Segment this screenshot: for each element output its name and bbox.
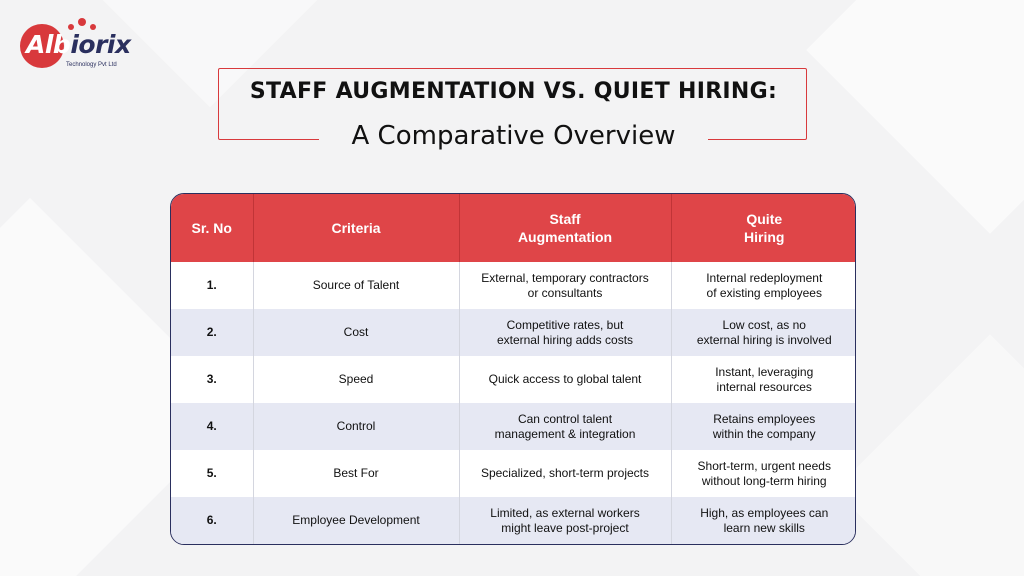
cell-staff: External, temporary contractors or consultants <box>459 262 671 309</box>
logo-tagline: Technology Pvt Ltd <box>66 62 117 68</box>
logo-wordmark-part2: iorix <box>70 30 131 59</box>
logo-wordmark <box>26 30 131 60</box>
cell-criteria: Speed <box>253 356 459 403</box>
table-row <box>171 497 856 544</box>
table-row <box>171 309 856 356</box>
table-row <box>171 356 856 403</box>
cell-quiet: Short-term, urgent needs without long-term hiring <box>671 450 856 497</box>
logo-wordmark-part1: Alb <box>26 30 71 59</box>
table-row <box>171 450 856 497</box>
logo-dot <box>78 18 86 26</box>
cell-staff: Competitive rates, but external hiring adds costs <box>459 309 671 356</box>
cell-staff: Quick access to global talent <box>459 356 671 403</box>
cell-quiet: High, as employees can learn new skills <box>671 497 856 544</box>
table-row <box>171 403 856 450</box>
header-criteria: Criteria <box>253 194 459 262</box>
cell-staff: Specialized, short-term projects <box>459 450 671 497</box>
cell-sr: 1. <box>171 262 253 309</box>
albiorix-logo[interactable] <box>18 16 138 76</box>
cell-quiet: Internal redeployment of existing employees <box>671 262 856 309</box>
cell-quiet: Instant, leveraging internal resources <box>671 356 856 403</box>
cell-quiet: Low cost, as no external hiring is involved <box>671 309 856 356</box>
background-shape <box>834 334 1024 576</box>
cell-sr: 4. <box>171 403 253 450</box>
comparison-table <box>170 193 856 545</box>
header-quiet-hiring: Quite Hiring <box>671 194 856 262</box>
cell-criteria: Control <box>253 403 459 450</box>
cell-criteria: Cost <box>253 309 459 356</box>
title-frame <box>218 68 807 151</box>
table-header-row <box>171 194 856 262</box>
cell-criteria: Best For <box>253 450 459 497</box>
cell-quiet: Retains employees within the company <box>671 403 856 450</box>
cell-staff: Can control talent management & integration <box>459 403 671 450</box>
table-row <box>171 262 856 309</box>
page-title: STAFF AUGMENTATION VS. QUIET HIRING: <box>249 79 778 104</box>
page-subtitle: A Comparative Overview <box>319 117 708 155</box>
cell-sr: 5. <box>171 450 253 497</box>
cell-sr: 3. <box>171 356 253 403</box>
cell-staff: Limited, as external workers might leave post-project <box>459 497 671 544</box>
header-sr-no: Sr. No <box>171 194 253 262</box>
header-staff-augmentation: Staff Augmentation <box>459 194 671 262</box>
cell-criteria: Employee Development <box>253 497 459 544</box>
cell-criteria: Source of Talent <box>253 262 459 309</box>
cell-sr: 6. <box>171 497 253 544</box>
cell-sr: 2. <box>171 309 253 356</box>
